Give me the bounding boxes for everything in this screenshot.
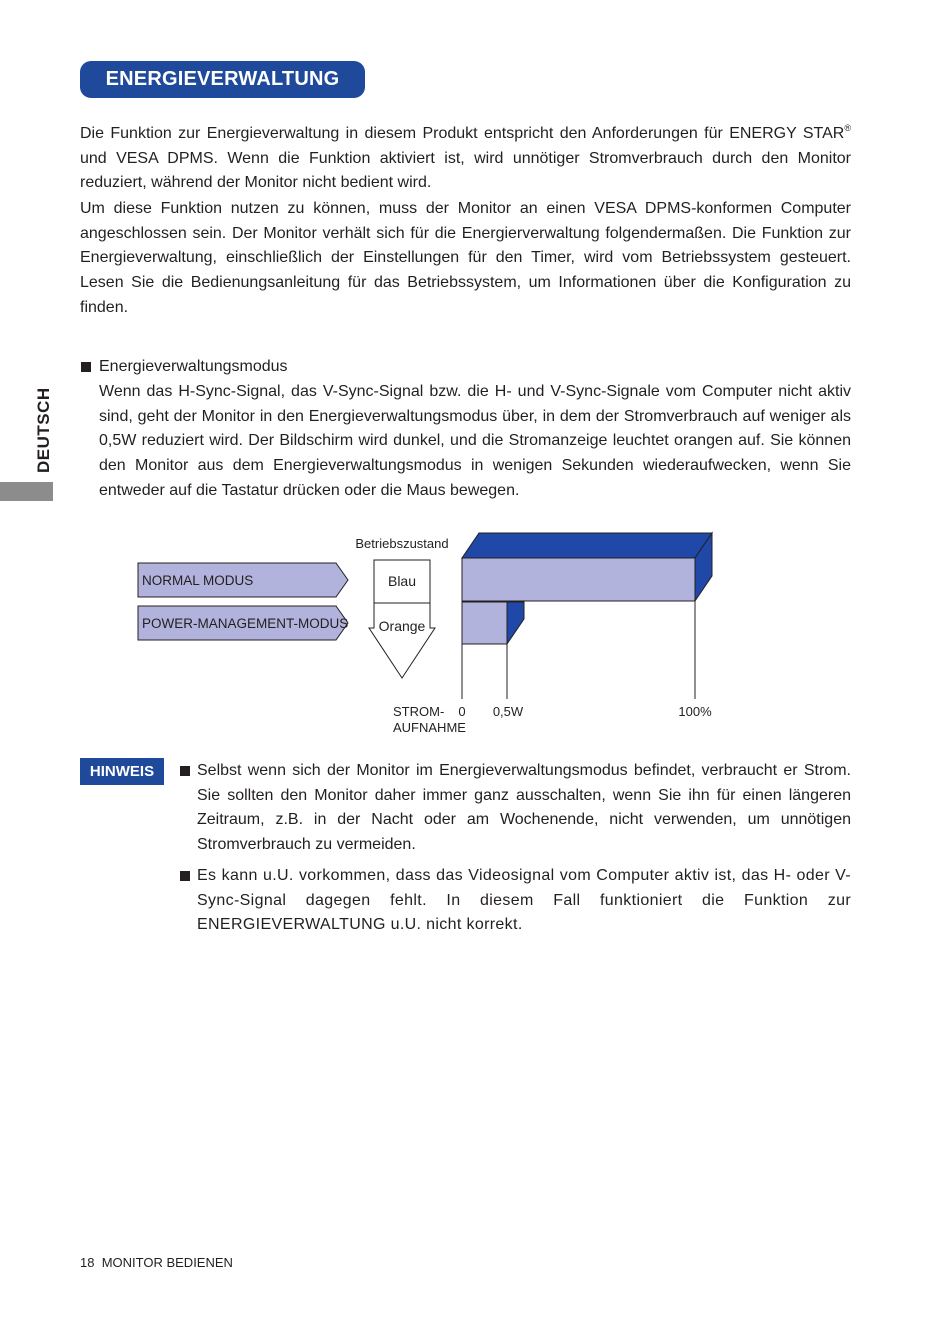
tick-label-100: 100%	[678, 704, 712, 719]
axis-label-line2: AUFNAHME	[393, 720, 466, 735]
language-tab-bar	[0, 482, 53, 501]
note-badge: HINWEIS	[80, 758, 164, 785]
normal-mode-bar	[462, 558, 695, 601]
bullet-square-icon	[180, 871, 190, 881]
power-management-bar	[462, 602, 507, 644]
footer-section: MONITOR BEDIENEN	[101, 1255, 233, 1270]
note-item-2: Es kann u.U. vorkommen, dass das Videosignal vom Computer aktiv ist, das H- oder V-Sync-Signal dagegen fehlt. In diesem Fall funktioniert die Funktion zur ENERGIEVERWALTUNG u.U. nicht korrekt.	[197, 867, 851, 934]
mode-section-body: Wenn das H-Sync-Signal, das V-Sync-Signal bzw. die H- und V-Sync-Signale vom Computer nicht aktiv sind, geht der Monitor in den Energieverwaltungsmodus über, in dem der Stromverbrauch auf weniger als 0,5W reduziert wird. Der Bildschirm wird dunkel, und die Stromanzeige leuchtet orangen auf. Sie können den Monitor aus dem Energieverwaltungsmodus in wenigen Sekunden wiederaufwecken, wenn Sie entweder auf die Tastatur drücken oder die Maus bewegen.	[99, 383, 851, 499]
page-footer	[80, 1255, 233, 1271]
registered-mark: ®	[844, 123, 851, 133]
language-tab-label: DEUTSCH	[34, 387, 53, 474]
section-title: ENERGIEVERWALTUNG	[80, 61, 365, 98]
axis-label-line1: STROM-	[393, 704, 445, 719]
status-header: Betriebszustand	[355, 536, 449, 551]
note-item-1: Selbst wenn sich der Monitor im Energieverwaltungsmodus befindet, verbraucht er Strom. Sie sollten den Monitor daher immer ganz ausschalten, wenn Sie ihn für einen längeren Zeitraum, z.B. in der Nacht oder am Wochenende, nicht verwenden, um unnötigen Stromverbrauch zu vermeiden.	[197, 762, 851, 854]
normal-mode-bar-top	[462, 533, 712, 558]
power-management-mode-label: POWER-MANAGEMENT-MODUS	[142, 616, 349, 631]
tick-label-0-5w: 0,5W	[492, 704, 524, 719]
page-number: 18	[80, 1255, 95, 1270]
power-management-bar-side	[507, 602, 524, 644]
bullet-square-icon	[180, 766, 190, 776]
bullet-square-icon	[81, 362, 91, 372]
intro-paragraph-2: Um diese Funktion nutzen zu können, muss der Monitor an einen VESA DPMS-konformen Computer angeschlossen sein. Der Monitor verhält sich für die Energierverwaltung folgendermaßen. Die Funktion zur Energieverwaltung, einschließlich der Einstellungen für den Timer, wird vom Betriebssystem gesteuert. Lesen Sie die Bedienungsanleitung für das Betriebssystem, um Informationen über die Konfiguration zu finden.	[80, 200, 851, 316]
intro-text-a: Die Funktion zur Energieverwaltung in diesem Produkt entspricht den Anforderungen für ENERGY STAR	[80, 125, 845, 142]
tick-label-0: 0	[458, 704, 466, 719]
intro-text-b: und VESA DPMS. Wenn die Funktion aktiviert ist, wird unnötiger Stromverbrauch durch den Monitor reduziert, während der Monitor nicht bedient wird.	[80, 149, 851, 192]
power-mode-diagram	[130, 525, 730, 740]
indicator-blue-label: Blau	[387, 573, 417, 589]
intro-paragraph-1	[80, 122, 851, 196]
normal-mode-label: NORMAL MODUS	[142, 573, 254, 588]
mode-section-heading: Energieverwaltungsmodus	[99, 358, 288, 375]
indicator-orange-label: Orange	[378, 618, 426, 634]
